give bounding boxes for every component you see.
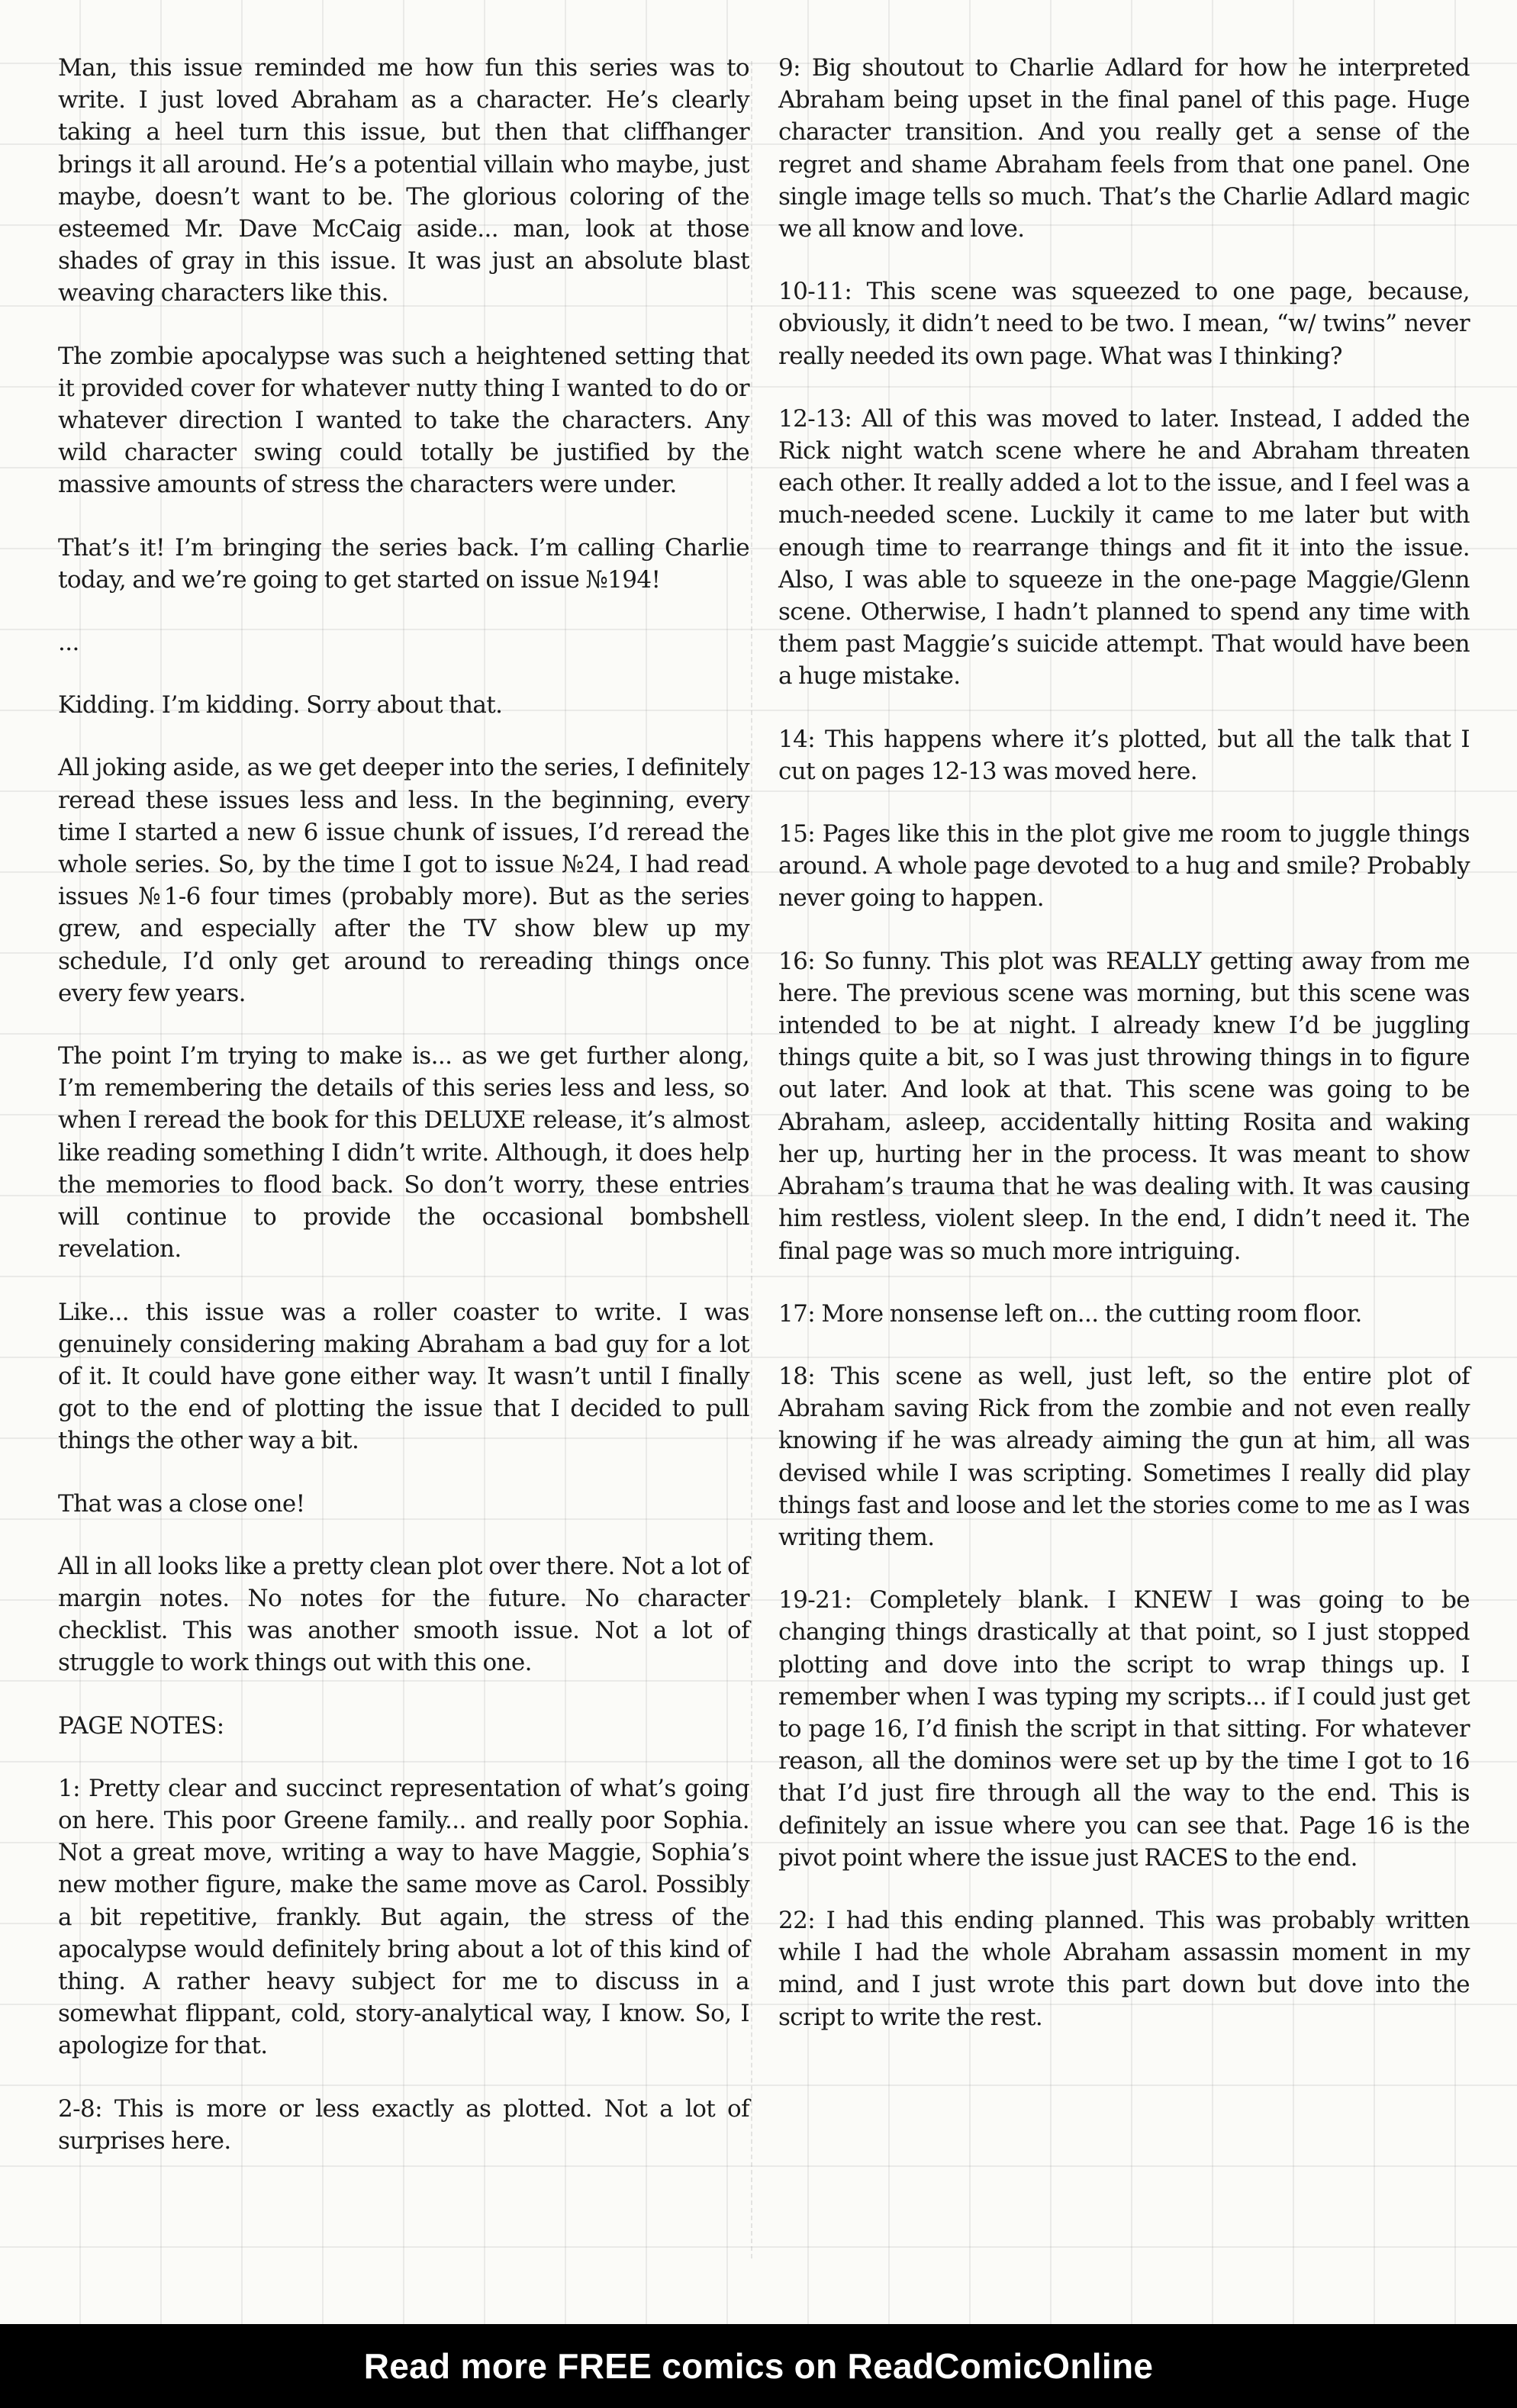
- promo-footer-banner[interactable]: [0, 2324, 1517, 2408]
- note-page-1: 1: Pretty clear and succinct representation of what’s going on here. This poor Greene family... and really poor Sophia. Not a great move, writing a way to have Maggie, Sophia’s new mother figure, make the same move as Carol. Possibly a bit repetitive, frankly. But again, the stress of the apocalypse would definitely bring about a lot of this kind of thing. A rather heavy subject for me to discuss in a somewhat flippant, cold, story-analytical way, I know. So, I apologize for that.: [58, 1774, 749, 2060]
- note-page-17: 17: More nonsense left on... the cutting room floor.: [778, 1299, 1362, 1328]
- note-pages-19-21: 19-21: Completely blank. I KNEW I was going to be changing things drastically at that point, so I just stopped plotting and dove into the script to wrap things up. I remember when I was typing my scripts... if I could just get to page 16, I’d finish the script in that sitting. For whatever reason, all the dominos were set up by the time I got to 16 that I’d just fire through all the way to the end. This is definitely an issue where you can see that. Page 16 is the pivot point where the issue just RACES to the end.: [778, 1586, 1470, 1872]
- note-pages-12-13: 12-13: All of this was moved to later. Instead, I added the Rick night watch scene where he and Abraham threaten each other. It really added a lot to the issue, and I feel was a much-needed scene. Luckily it came to me later but with enough time to rearrange things and fit it into the issue. Also, I was able to squeeze in the one-page Maggie/Glenn scene. Otherwise, I hadn’t planned to spend any time with them past Maggie’s suicide attempt. That would have been a huge mistake.: [778, 404, 1470, 691]
- paragraph-series-back: That’s it! I’m bringing the series back. I’m calling Charlie today, and we’re going to get started on issue №194!: [58, 533, 749, 594]
- promo-footer-text[interactable]: Read more FREE comics on ReadComicOnline: [363, 2346, 1154, 2386]
- paragraph-close-one: That was a close one!: [58, 1489, 305, 1518]
- paragraph-roller-coaster: Like... this issue was a roller coaster to write. I was genuinely considering making Abraham a bad guy for a lot of it. It could have gone either way. It wasn’t until I finally got to the end of plotting the issue that I decided to pull things the other way a bit.: [58, 1298, 749, 1455]
- paragraph-kidding: Kidding. I’m kidding. Sorry about that.: [58, 691, 503, 720]
- paragraph-deluxe-release: The point I’m trying to make is... as we get further along, I’m remembering the details of this series less and less, so when I reread the book for this DELUXE release, it’s almost like reading something I didn’t write. Although, it does help the memories to flood back. So don’t worry, these entries will continue to provide the occasional bombshell revelation.: [58, 1042, 749, 1264]
- paragraph-ellipsis: ...: [58, 629, 79, 657]
- note-page-9: 9: Big shoutout to Charlie Adlard for how he interpreted Abraham being upset in the final panel of this page. Huge character transition. And you really get a sense of the regret and shame Abraham feels from that one panel. One single image tells so much. That’s the Charlie Adlard magic we all know and love.: [778, 54, 1470, 243]
- page-notes-heading: PAGE NOTES:: [58, 1711, 224, 1740]
- paragraph-intro: Man, this issue reminded me how fun this series was to write. I just loved Abraham as a character. He’s clearly taking a heel turn this issue, but then that cliffhanger brings it all around. He’s a potential villain who maybe, just maybe, doesn’t want to be. The glorious coloring of the esteemed Mr. Dave McCaig aside... man, look at those shades of gray in this issue. It was just an absolute blast weaving characters like this.: [58, 54, 749, 307]
- right-column: [778, 52, 1470, 2064]
- page-body: [0, 52, 1517, 2280]
- note-page-22: 22: I had this ending planned. This was probably written while I had the whole Abraham assassin moment in my mind, and I just wrote this part down but dove into the script to write the rest.: [778, 1906, 1470, 2031]
- paragraph-apocalypse-setting: The zombie apocalypse was such a heightened setting that it provided cover for whatever nutty thing I wanted to do or whatever direction I wanted to take the characters. Any wild character swing could totally be justified by the massive amounts of stress the characters were under.: [58, 342, 749, 499]
- note-page-16: 16: So funny. This plot was REALLY getting away from me here. The previous scene was morning, but this scene was intended to be at night. I already knew I’d be juggling things quite a bit, so I was just throwing things in to figure out later. And look at that. This scene was going to be Abraham, asleep, accidentally hitting Rosita and waking her up, hurting her in the process. It was meant to show Abraham’s trauma that he was dealing with. It was causing him restless, violent sleep. In the end, I didn’t need it. The final page was so much more intriguing.: [778, 947, 1470, 1265]
- note-page-15: 15: Pages like this in the plot give me room to juggle things around. A whole page devoted to a hug and smile? Probably never going to happen.: [778, 820, 1470, 913]
- column-divider: [751, 61, 752, 2258]
- paragraph-clean-plot: All in all looks like a pretty clean plot over there. Not a lot of margin notes. No notes for the future. No character checklist. This was another smooth issue. Not a lot of struggle to work things out with this one.: [58, 1552, 749, 1677]
- note-page-18: 18: This scene as well, just left, so the entire plot of Abraham saving Rick from the zombie and not even really knowing if he was already aiming the gun at him, all was devised while I was scripting. Sometimes I really did play things fast and loose and let the stories come to me as I was writing them.: [778, 1362, 1470, 1551]
- note-pages-10-11: 10-11: This scene was squeezed to one page, because, obviously, it didn’t need to be two. I mean, “w/ twins” never really needed its own page. What was I thinking?: [778, 278, 1470, 370]
- note-pages-2-8: 2-8: This is more or less exactly as plotted. Not a lot of surprises here.: [58, 2094, 749, 2155]
- paragraph-rereading: All joking aside, as we get deeper into the series, I definitely reread these issues less and less. In the beginning, every time I started a new 6 issue chunk of issues, I’d reread the whole series. So, by the time I got to issue №24, I had read issues №1-6 four times (probably more). But as the series grew, and especially after the TV show blew up my schedule, I’d only get around to rereading things once every few years.: [58, 754, 749, 1007]
- left-column: [58, 52, 749, 2187]
- note-page-14: 14: This happens where it’s plotted, but all the talk that I cut on pages 12-13 was moved here.: [778, 725, 1470, 785]
